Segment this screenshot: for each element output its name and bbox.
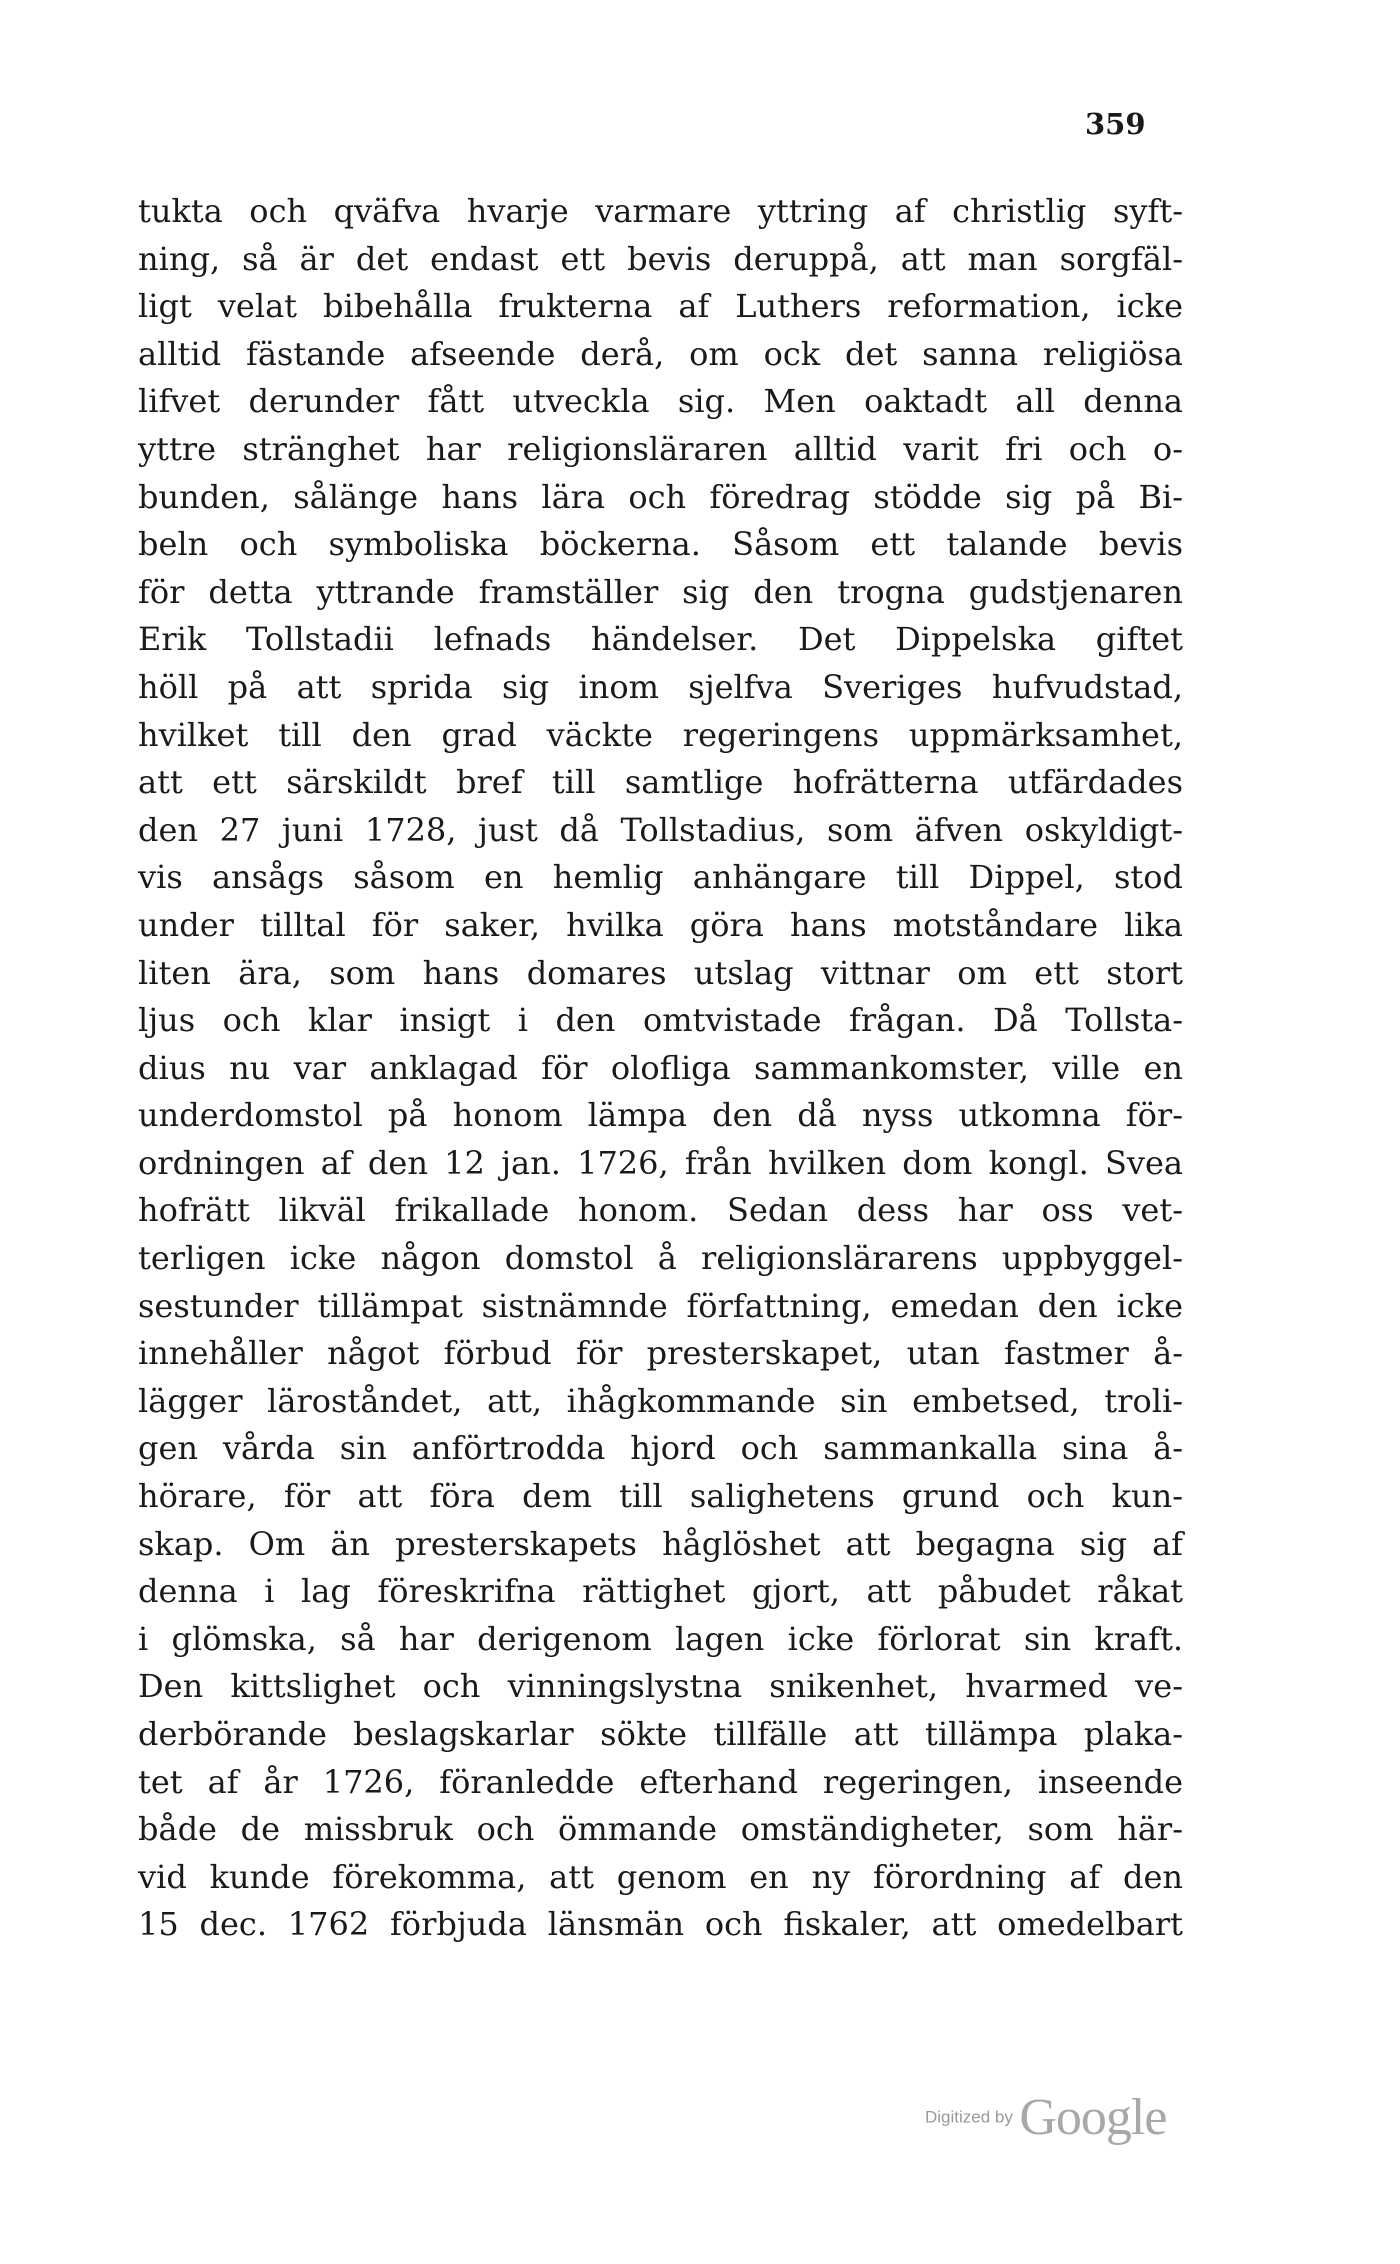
text-line: hvilket till den grad väckte regeringens uppmärksamhet, (138, 715, 1183, 754)
text-line: hörare, för att föra dem till salighetens grund och kun- (138, 1477, 1183, 1516)
text-line: hofrätt likväl frikallade honom. Sedan dess har oss vet- (138, 1191, 1183, 1230)
text-line: lifvet derunder fått utveckla sig. Men oaktadt all denna (138, 382, 1183, 421)
text-line: terligen icke någon domstol å religionslärarens uppbyggel- (138, 1239, 1183, 1278)
text-line: innehåller något förbud för presterskapet, utan fastmer å- (138, 1334, 1183, 1373)
text-line: tukta och qväfva hvarje varmare yttring af christlig syft- (138, 192, 1183, 230)
text-line: lägger läroståndet, att, ihågkommande sin embetsed, troli- (138, 1381, 1183, 1420)
page-number: 359 (1085, 107, 1146, 141)
watermark-prefix: Digitized by (925, 2107, 1013, 2127)
text-line: att ett särskildt bref till samtlige hofrätterna utfärdades (138, 763, 1183, 802)
text-line: Erik Tollstadii lefnads händelser. Det Dippelska giftet (138, 620, 1183, 659)
text-line: i glömska, så har derigenom lagen icke förlorat sin kraft. (138, 1619, 1183, 1658)
text-line: vid kunde förekomma, att genom en ny förordning af den (138, 1857, 1183, 1896)
text-line: beln och symboliska böckerna. Såsom ett talande bevis (138, 525, 1183, 564)
text-line: under tilltal för saker, hvilka göra hans motståndare lika (138, 905, 1183, 944)
text-line: vis ansågs såsom en hemlig anhängare till Dippel, stod (138, 858, 1183, 897)
text-line: för detta yttrande framställer sig den trogna gudstjenaren (138, 572, 1183, 611)
text-line: tet af år 1726, föranledde efterhand regeringen, inseende (138, 1762, 1183, 1801)
text-line: derbörande beslagskarlar sökte tillfälle att tillämpa plaka- (138, 1715, 1183, 1753)
digitized-by-watermark (925, 2088, 1166, 2147)
text-line: gen vårda sin anförtrodda hjord och sammankalla sina å- (138, 1429, 1183, 1468)
body-text (138, 188, 1183, 1949)
text-line: ligt velat bibehålla frukterna af Luthers reformation, icke (138, 287, 1183, 326)
text-line: ning, så är det endast ett bevis deruppå, att man sorgfäl- (138, 239, 1183, 278)
text-line: dius nu var anklagad för olofliga sammankomster, ville en (138, 1048, 1183, 1087)
text-line: höll på att sprida sig inom sjelfva Sveriges hufvudstad, (138, 667, 1183, 706)
text-line: underdomstol på honom lämpa den då nyss utkomna för- (138, 1096, 1183, 1135)
text-line: ordningen af den 12 jan. 1726, från hvilken dom kongl. Svea (138, 1143, 1183, 1182)
text-line: skap. Om än presterskapets håglöshet att begagna sig af (138, 1524, 1183, 1563)
text-line: Den kittslighet och vinningslystna snikenhet, hvarmed ve- (138, 1667, 1183, 1706)
text-line: yttre stränghet har religionsläraren alltid varit fri och o- (138, 429, 1183, 468)
text-line: sestunder tillämpat sistnämnde författning, emedan den icke (138, 1286, 1183, 1325)
text-line: ljus och klar insigt i den omtvistade frågan. Då Tollsta- (138, 1001, 1183, 1040)
text-line: denna i lag föreskrifna rättighet gjort, att påbudet råkat (138, 1572, 1183, 1611)
text-line: den 27 juni 1728, just då Tollstadius, som äfven oskyldigt- (138, 810, 1183, 849)
text-line: liten ära, som hans domares utslag vittnar om ett stort (138, 953, 1183, 992)
text-line: bunden, sålänge hans lära och föredrag stödde sig på Bi- (138, 477, 1183, 516)
text-line: både de missbruk och ömmande omständigheter, som här- (138, 1810, 1183, 1849)
text-line: 15 dec. 1762 förbjuda länsmän och fiskaler, att omedelbart (138, 1905, 1183, 1944)
text-line: alltid fästande afseende derå, om ock det sanna religiösa (138, 334, 1183, 373)
google-logo: Google (1019, 2089, 1167, 2146)
